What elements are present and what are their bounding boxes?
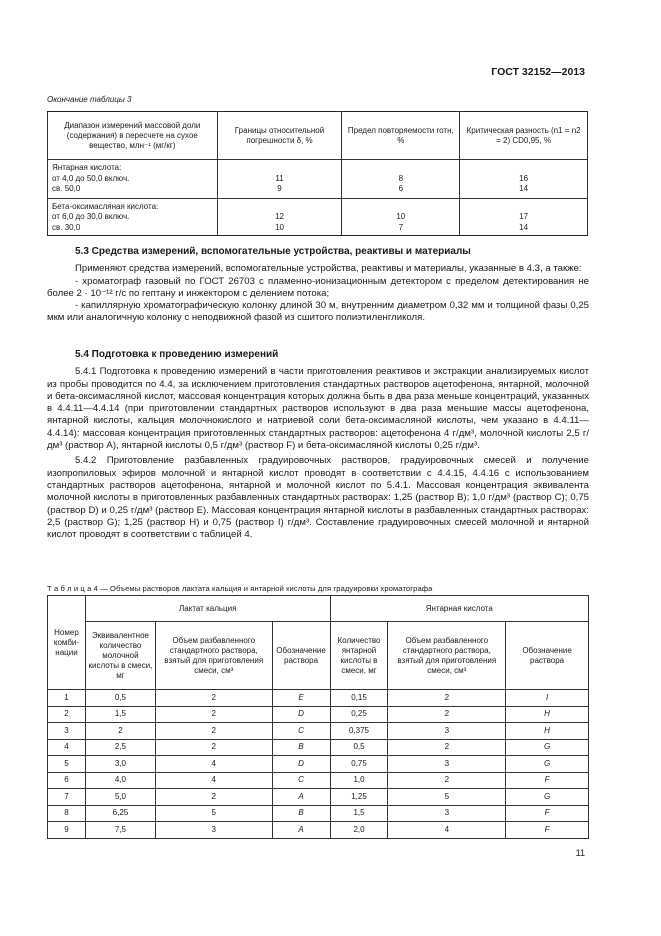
table-3 bbox=[47, 111, 588, 236]
t4-cell-vol1: 3 bbox=[155, 822, 272, 839]
section-5-4 bbox=[47, 349, 589, 541]
t4-cell-equiv: 3,0 bbox=[85, 756, 155, 773]
t4-cell-equiv: 6,25 bbox=[85, 805, 155, 822]
t3-cell-range: от 6,0 до 30,0 включ. bbox=[48, 212, 218, 223]
t4-cell-vol1: 2 bbox=[155, 723, 272, 740]
t4-cell-combo: 3 bbox=[48, 723, 86, 740]
t3-cell-delta: 10 bbox=[217, 223, 342, 236]
t4-cell-vol1: 5 bbox=[155, 805, 272, 822]
t3-header-delta: Границы относительной погрешности δ, % bbox=[217, 112, 342, 160]
table-row bbox=[48, 184, 588, 198]
t4-cell-vol2: 2 bbox=[388, 706, 506, 723]
t4-header-combo: Номер комби-нации bbox=[48, 596, 86, 690]
t4-cell-vol2: 2 bbox=[388, 739, 506, 756]
t4-header-equiv: Эквивалентное количество молочной кислоты в смеси, мг bbox=[85, 622, 155, 690]
t4-header-vol2: Объем разбавленного стандартного раствора, взятый для приготовления смеси, см³ bbox=[388, 622, 506, 690]
t4-cell-sol2: G bbox=[506, 789, 589, 806]
t3-cell-range: св. 30,0 bbox=[48, 223, 218, 236]
t4-cell-sol2: G bbox=[506, 739, 589, 756]
t4-cell-amount: 0,25 bbox=[330, 706, 388, 723]
table-row bbox=[48, 756, 589, 773]
t4-cell-vol1: 2 bbox=[155, 789, 272, 806]
t4-cell-combo: 6 bbox=[48, 772, 86, 789]
table-4-body bbox=[48, 690, 589, 839]
t4-cell-combo: 7 bbox=[48, 789, 86, 806]
t3-cell-r: 8 bbox=[342, 174, 460, 185]
t4-cell-sol1: A bbox=[272, 789, 330, 806]
t4-cell-combo: 4 bbox=[48, 739, 86, 756]
paragraph: Применяют средства измерений, вспомогательные устройства, реактивы и материалы, указанные в 4.3, а также: bbox=[75, 263, 582, 275]
t4-cell-equiv: 7,5 bbox=[85, 822, 155, 839]
t4-cell-sol2: F bbox=[506, 805, 589, 822]
bullet-item: - капиллярную хроматографическую колонку длиной 30 м, внутренним диаметром 0,32 мм и толщиной фазы 0,25 мкм или аналогичную колонку с неподвижной фазой из сшитого полиэтиленгликоля. bbox=[47, 300, 589, 324]
t4-cell-vol2: 3 bbox=[388, 805, 506, 822]
t4-cell-equiv: 4,0 bbox=[85, 772, 155, 789]
paragraph: 5.4.2 Приготовление разбавленных градуировочных растворов, градуировочных смесей и получение изопропиловых эфиров молочной и янтарной кислот проводят в соответствии с 4.4.15, 4.4.16 с использованием стандартных растворов ацетофенона, янтарной и молочной кислот по 5.4.1. Массовая концентрация эквивалента молочной кислоты в приготовленных разбавленных стандартных растворах: 1,25 (раствор B); 1,0 г/дм³ (раствор C); 0,75 (раствор D) и 0,25 г/дм³ (раствор E). Массовая концентрация янтарной кислоты в разбавленных стандартных растворах: 2,5 (раствор G); 1,25 (раствор H) и 0,75 (раствор I) г/дм³. Составление градуировочных смесей молочной и янтарной кислот проводят в соответствии с таблицей 4. bbox=[47, 455, 589, 541]
t4-cell-equiv: 2 bbox=[85, 723, 155, 740]
table-row bbox=[48, 772, 589, 789]
table-row bbox=[48, 706, 589, 723]
table-row bbox=[48, 789, 589, 806]
t4-cell-sol2: H bbox=[506, 723, 589, 740]
document-header: ГОСТ 32152—2013 bbox=[491, 66, 585, 78]
t3-cell-range: св. 50,0 bbox=[48, 184, 218, 198]
t4-header-succinic: Янтарная кислота bbox=[330, 596, 588, 622]
t4-cell-equiv: 2,5 bbox=[85, 739, 155, 756]
t3-cell-r: 7 bbox=[342, 223, 460, 236]
t4-cell-sol2: I bbox=[506, 690, 589, 707]
t4-cell-amount: 1,25 bbox=[330, 789, 388, 806]
t4-cell-amount: 0,5 bbox=[330, 739, 388, 756]
t4-cell-sol1: D bbox=[272, 756, 330, 773]
table-4 bbox=[47, 595, 589, 839]
t3-group-name: Бета-оксимасляная кислота: bbox=[48, 198, 218, 212]
t4-header-vol1: Объем разбавленного стандартного раствора, взятый для приготовления смеси, см³ bbox=[155, 622, 272, 690]
t4-cell-sol1: B bbox=[272, 805, 330, 822]
t4-header-lactate: Лактат кальция bbox=[85, 596, 330, 622]
t4-cell-amount: 0,375 bbox=[330, 723, 388, 740]
t4-cell-sol2: H bbox=[506, 706, 589, 723]
t4-cell-vol2: 5 bbox=[388, 789, 506, 806]
t3-group-name: Янтарная кислота: bbox=[48, 160, 218, 174]
page-number: 11 bbox=[575, 848, 585, 858]
t4-cell-vol1: 4 bbox=[155, 756, 272, 773]
t3-cell-r: 10 bbox=[342, 212, 460, 223]
paragraph: 5.4.1 Подготовка к проведению измерений в части приготовления реактивов и экстракции анализируемых кислот из пробы проводится по 4.4, за исключением приготовления стандартных растворов ацетофенона, янтарной, молочной и бета-оксимасляной кислот, массовая концентрация которых должна быть в два раза меньше концентраций, указанных в 4.4.11—4.4.14 (при приготовлении стандартных растворов используют в два раза меньшие массы ацетофенона, янтарной кислоты, кальция молочнокислого и натриевой соли бета-оксимасляной кислоты, чем указано в 4.4.11—4.4.14): массовая концентрация приготовленных стандартных растворов: ацетофенона 4 г/дм³, молочной кислоты 2,5 г/дм³ (раствор А), янтарной кислоты 0,5 г/дм³ (раствор F) и бета-оксимасляной кислоты 0,25 г/дм³. bbox=[47, 366, 589, 452]
t4-cell-vol2: 3 bbox=[388, 756, 506, 773]
t3-cell-delta: 11 bbox=[217, 174, 342, 185]
t4-cell-amount: 1,0 bbox=[330, 772, 388, 789]
t4-cell-sol2: F bbox=[506, 772, 589, 789]
table-4-caption: Т а б л и ц а 4 — Объемы растворов лактата кальция и янтарной кислоты для градуировки хроматографа bbox=[47, 584, 433, 593]
t4-cell-combo: 1 bbox=[48, 690, 86, 707]
t4-cell-combo: 5 bbox=[48, 756, 86, 773]
t4-cell-vol2: 2 bbox=[388, 690, 506, 707]
t4-cell-vol1: 2 bbox=[155, 706, 272, 723]
table-row bbox=[48, 690, 589, 707]
bullet-item: - хроматограф газовый по ГОСТ 26703 с пламенно-ионизационным детектором с пределом детектирования не более 2 · 10⁻¹² г/с по гептану и инжектором с делением потока; bbox=[47, 275, 589, 299]
t4-cell-combo: 2 bbox=[48, 706, 86, 723]
t4-cell-sol1: A bbox=[272, 822, 330, 839]
t4-cell-sol1: B bbox=[272, 739, 330, 756]
t3-header-range: Диапазон измерений массовой доли (содержания) в пересчете на сухое вещество, млн⁻¹ (мг/кг) bbox=[48, 112, 218, 160]
t3-cell-cd: 14 bbox=[460, 223, 588, 236]
t4-cell-sol1: C bbox=[272, 723, 330, 740]
t3-cell-cd: 14 bbox=[460, 184, 588, 198]
table-row bbox=[48, 174, 588, 185]
t4-cell-combo: 9 bbox=[48, 822, 86, 839]
t4-header-amount: Количество янтарной кислоты в смеси, мг bbox=[330, 622, 388, 690]
t4-cell-vol2: 3 bbox=[388, 723, 506, 740]
table-row bbox=[48, 723, 589, 740]
t3-cell-cd: 16 bbox=[460, 174, 588, 185]
table-continuation-label: Окончание таблицы 3 bbox=[47, 95, 132, 104]
t4-cell-equiv: 1,5 bbox=[85, 706, 155, 723]
t4-cell-sol1: E bbox=[272, 690, 330, 707]
table-row bbox=[48, 160, 588, 174]
table-row bbox=[48, 198, 588, 212]
t3-cell-cd: 17 bbox=[460, 212, 588, 223]
section-title: 5.3 Средства измерений, вспомогательные устройства, реактивы и материалы bbox=[75, 246, 471, 257]
table-row bbox=[48, 822, 589, 839]
t3-cell-range: от 4,0 до 50,0 включ. bbox=[48, 174, 218, 185]
t4-header-sol1: Обозначение раствора bbox=[272, 622, 330, 690]
table-row bbox=[48, 805, 589, 822]
t4-cell-sol2: F bbox=[506, 822, 589, 839]
t4-cell-sol1: D bbox=[272, 706, 330, 723]
t4-cell-amount: 0,75 bbox=[330, 756, 388, 773]
t4-header-sol2: Обозначение раствора bbox=[506, 622, 589, 690]
table-row bbox=[48, 739, 589, 756]
t4-cell-vol1: 2 bbox=[155, 739, 272, 756]
table-row bbox=[48, 212, 588, 223]
t3-header-repeatability: Предел повторяемости rотн, % bbox=[342, 112, 460, 160]
t3-cell-r: 6 bbox=[342, 184, 460, 198]
section-5-3 bbox=[47, 246, 589, 325]
table-row bbox=[48, 223, 588, 236]
t4-cell-equiv: 5,0 bbox=[85, 789, 155, 806]
t4-cell-vol2: 4 bbox=[388, 822, 506, 839]
t3-header-critical-diff: Критическая разность (n1 = n2 = 2) CD0,95, % bbox=[460, 112, 588, 160]
t4-cell-vol2: 2 bbox=[388, 772, 506, 789]
t4-cell-combo: 8 bbox=[48, 805, 86, 822]
t3-cell-delta: 9 bbox=[217, 184, 342, 198]
t4-cell-sol2: G bbox=[506, 756, 589, 773]
t4-cell-vol1: 4 bbox=[155, 772, 272, 789]
t4-cell-sol1: C bbox=[272, 772, 330, 789]
section-title: 5.4 Подготовка к проведению измерений bbox=[75, 349, 279, 360]
t4-cell-vol1: 2 bbox=[155, 690, 272, 707]
t4-cell-amount: 1,5 bbox=[330, 805, 388, 822]
t4-cell-amount: 2,0 bbox=[330, 822, 388, 839]
t4-cell-equiv: 0,5 bbox=[85, 690, 155, 707]
t4-cell-amount: 0,15 bbox=[330, 690, 388, 707]
t3-cell-delta: 12 bbox=[217, 212, 342, 223]
